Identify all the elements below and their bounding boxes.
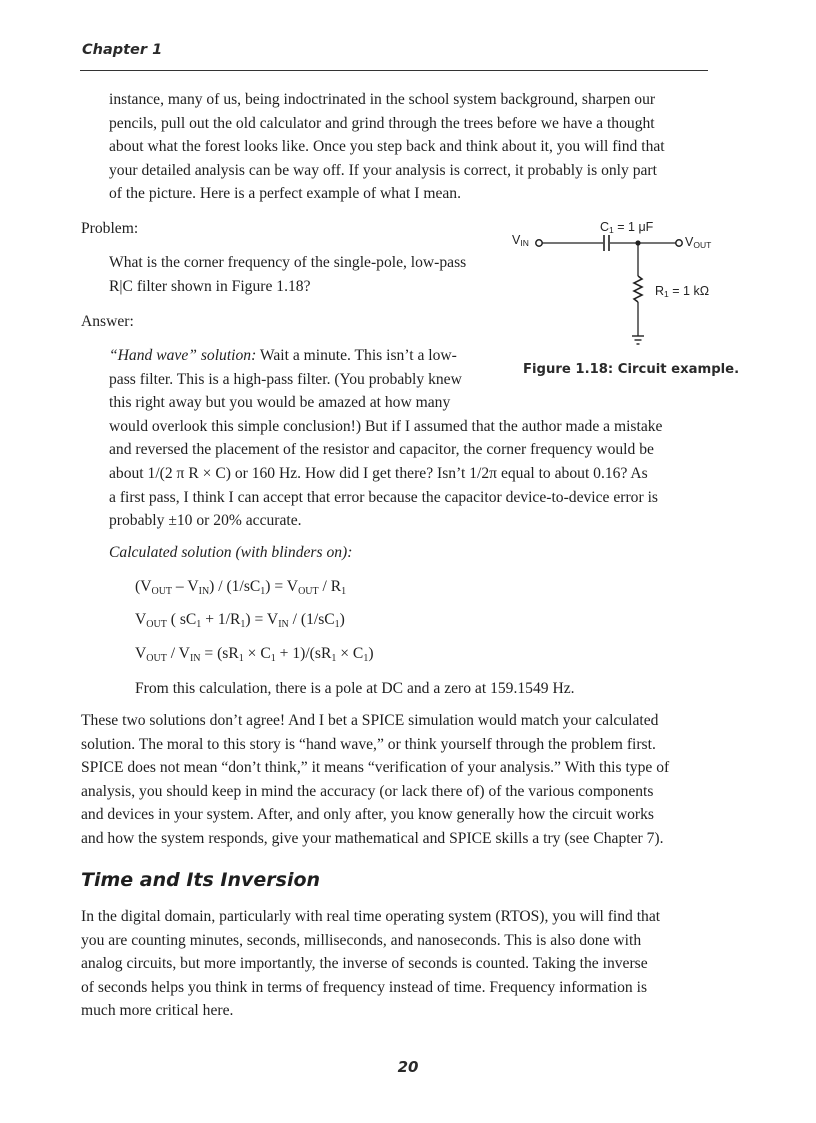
section-paragraph: [81, 905, 709, 1023]
section-heading: Time and Its Inversion: [81, 869, 321, 891]
text-line: In the digital domain, particularly with real time operating system (RTOS), you will find that: [81, 908, 661, 925]
equation-2: $V_{OUT}$ ( $sC_1 + 1/R_1) = V_{IN} / (1/sC_1)$: [135, 611, 345, 630]
text-line: and reversed the placement of the resistor and capacitor, the corner frequency would be: [109, 441, 654, 459]
text-line: and devices in your system. After, and only after, you know generally how the circuit works: [81, 806, 654, 824]
vin-terminal: [536, 240, 542, 246]
vin-label: $V_{IN}$: [512, 233, 529, 248]
problem-question: [109, 251, 494, 298]
text-line: a first pass, I think I can accept that error because the capacitor device-to-device error is: [109, 488, 658, 506]
resistor: [634, 276, 642, 302]
conclusion-paragraph: [81, 709, 709, 851]
text-line: solution. The moral to this story is “hand wave,” or think yourself through the problem first.: [81, 735, 656, 753]
text-line: R|C filter shown in Figure 1.18?: [109, 277, 311, 295]
intro-paragraph: [109, 88, 709, 206]
text-line: you are counting minutes, seconds, milliseconds, and nanoseconds. This is also done with: [81, 931, 642, 949]
answer-label: Answer:: [81, 313, 134, 330]
header-rule: [80, 70, 708, 71]
page-number: 20: [397, 1058, 419, 1076]
text-line: pencils, pull out the old calculator and grind through the trees before we have a thought: [109, 114, 655, 132]
calculated-solution-label: Calculated solution (with blinders on):: [109, 544, 353, 561]
text-line: probably ±10 or 20% accurate.: [109, 512, 302, 530]
text-line: and how the system responds, give your mathematical and SPICE skills a try (see Chapter 7).: [81, 829, 664, 847]
vout-label: $V_{OUT}$: [685, 235, 712, 250]
hand-wave-title: “Hand wave” solution:: [109, 347, 257, 364]
text-line: your detailed analysis can be way off. If your analysis is correct, it probably is only part: [109, 161, 657, 179]
text-line: would overlook this simple conclusion!) But if I assumed that the author made a mistake: [109, 417, 663, 435]
text-line: instance, many of us, being indoctrinated in the school system background, sharpen our: [109, 91, 656, 108]
text-line: What is the corner frequency of the single-pole, low-pass: [109, 254, 467, 271]
chapter-header: Chapter 1: [82, 42, 163, 58]
text-line: much more critical here.: [81, 1002, 234, 1020]
r1-label: $R_1 = 1$ kΩ: [655, 284, 710, 299]
figure-caption: Figure 1.18: Circuit example.: [523, 362, 740, 377]
text-line: of seconds helps you think in terms of frequency instead of time. Frequency information is: [81, 978, 648, 996]
text-line: SPICE does not mean “don’t think,” it means “verification of your analysis.” With this type of: [81, 759, 670, 777]
c1-label: $C_1 = 1$ μF: [600, 220, 654, 235]
equation-3: $V_{OUT} / V_{IN} = (sR_1 \times C_1 + 1)/(sR_1 \times C_1)$: [135, 645, 374, 664]
text-line: about what the forest looks like. Once you step back and think about it, you will find that: [109, 138, 665, 156]
text-line: These two solutions don’t agree! And I bet a SPICE simulation would match your calculated: [81, 712, 659, 729]
text-line: this right away but you would be amazed at how many: [109, 394, 451, 412]
problem-label: Problem:: [81, 220, 139, 237]
vout-terminal: [676, 240, 682, 246]
text-span: Wait a minute. This isn’t a low-: [259, 347, 457, 364]
text-line: analog circuits, but more importantly, the inverse of seconds is counted. Taking the inverse: [81, 955, 648, 973]
text-line: of the picture. Here is a perfect example of what I mean.: [109, 185, 461, 203]
equation-1: $(V_{OUT} - V_{IN}) / (1/sC_1) = V_{OUT} / R_1$: [135, 578, 347, 597]
text-line: pass filter. This is a high-pass filter. (You probably knew: [109, 370, 462, 388]
calculation-result: From this calculation, there is a pole at DC and a zero at 159.1549 Hz.: [135, 680, 575, 697]
text-line: analysis, you should keep in mind the accuracy (or lack there of) of the various components: [81, 782, 654, 800]
text-line: about 1/(2 π R × C) or 160 Hz. How did I get there? Isn’t 1/2π equal to about 0.16? As: [109, 464, 648, 482]
